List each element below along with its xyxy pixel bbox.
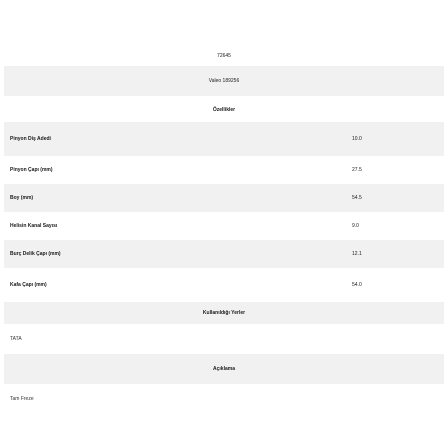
feature-label: Boy (mm) — [10, 195, 34, 201]
description-heading-row — [4, 354, 444, 384]
product-code: 72645 — [217, 53, 231, 59]
feature-row-length — [4, 184, 444, 212]
feature-value: 9.0 — [352, 223, 359, 229]
feature-row-teeth — [4, 122, 444, 156]
usage-item: TATA — [10, 336, 22, 342]
usage-heading-row — [4, 302, 444, 324]
description-item: Tam Freze — [10, 396, 34, 402]
description-heading: Açıklama — [213, 366, 235, 372]
features-heading: Özellikler — [212, 107, 236, 113]
feature-value: 27.5 — [352, 167, 362, 173]
features-heading-row — [4, 100, 444, 120]
model-row — [4, 66, 444, 96]
model-name: Valeo 189256 — [208, 78, 240, 84]
feature-value: 10.0 — [352, 136, 362, 142]
usage-heading: Kullanıldığı Yerler — [202, 310, 246, 316]
product-code-row — [4, 50, 444, 62]
feature-value: 12.1 — [352, 251, 362, 257]
feature-label: Burç Delik Çapı (mm) — [10, 251, 61, 257]
feature-value: 54.5 — [352, 195, 362, 201]
feature-row-pinion-diameter — [4, 156, 444, 184]
feature-row-head-diameter — [4, 268, 444, 302]
usage-item-row — [4, 324, 444, 354]
feature-row-helix-channels — [4, 212, 444, 240]
feature-label: Pinyon Diş Adedi — [10, 136, 51, 142]
feature-value: 54.0 — [352, 282, 362, 288]
feature-label: Kafa Çapı (mm) — [10, 282, 47, 288]
feature-label: Helisin Kanal Sayısı — [10, 223, 58, 229]
feature-label: Pinyon Çapı (mm) — [10, 167, 53, 173]
description-item-row — [4, 384, 444, 414]
feature-row-bushing-diameter — [4, 240, 444, 268]
